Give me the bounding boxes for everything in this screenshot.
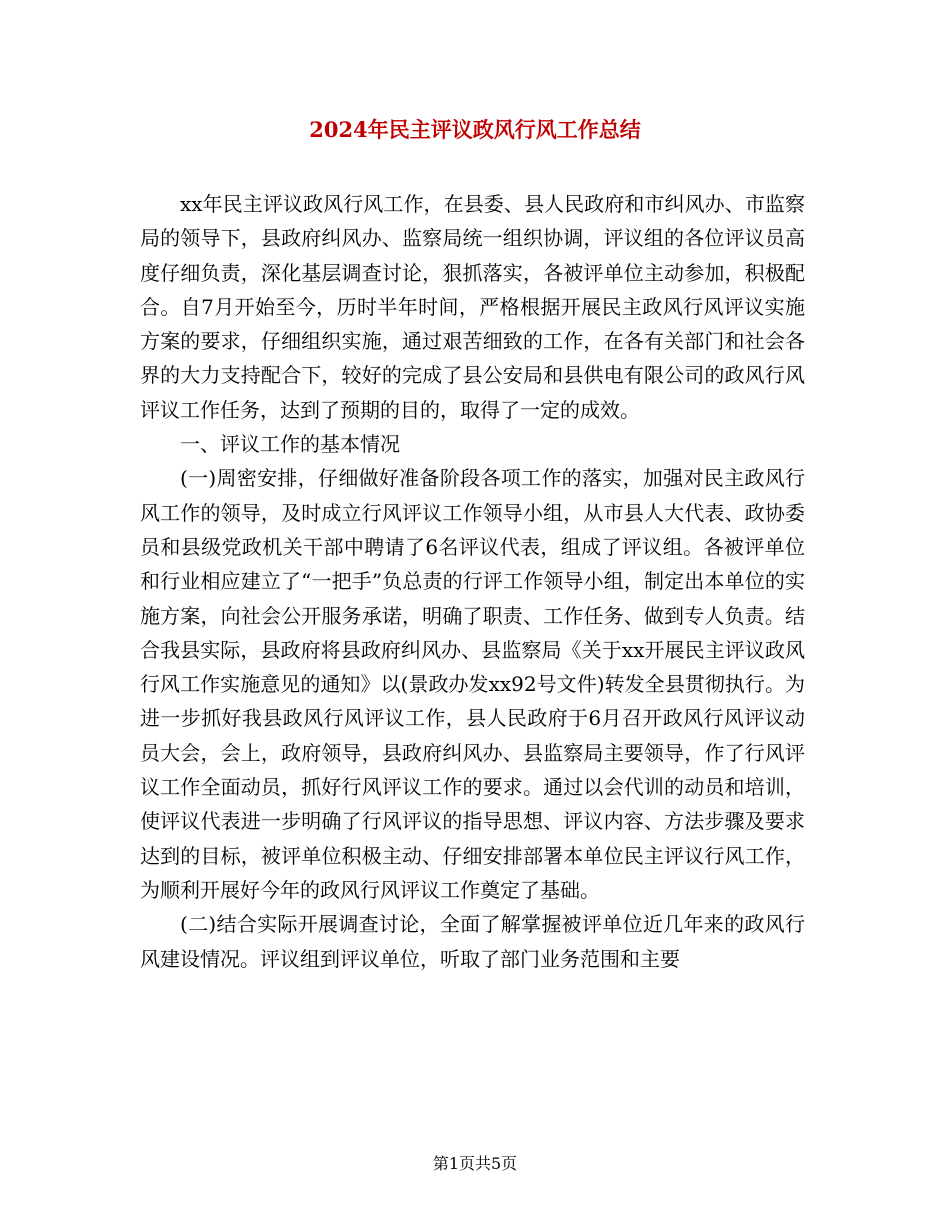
page-number: 第1页共5页 [432,1154,518,1173]
body-paragraph: (二)结合实际开展调查讨论，全面了解掌握被评单位近几年来的政风行风建设情况。评议组到评议单位，听取了部门业务范围和主要 [140,912,805,971]
document-title: 2024年民主评议政风行风工作总结 [309,117,641,142]
body-paragraph: (一)周密安排，仔细做好准备阶段各项工作的落实，加强对民主政风行风工作的领导，及时成立行风评议工作领导小组，从市县人大代表、政协委员和县级党政机关干部中聘请了6名评议代表，组成了评议组。各被评单位和行业相应建立了“一把手”负总责的行评工作领导小组，制定出本单位的实施方案，向社会公开服务承诺，明确了职责、工作任务、做到专人负责。结合我县实际，县政府将县政府纠风办、县监察局《关于xx开展民主评议政风行风工作实施意见的通知》以(景政办发xx92号文件)转发全县贯彻执行。为进一步抓好我县政风行风评议工作，县人民政府于6月召开政风行风评议动员大会，会上，政府领导，县政府纠风办、县监察局主要领导，作了行风评议工作全面动员，抓好行风评议工作的要求。通过以会代训的动员和培训，使评议代表进一步明确了行风评议的指导思想、评议内容、方法步骤及要求达到的目标，被评单位积极主动、仔细安排部署本单位民主评议行风工作，为顺利开展好今年的政风行风评议工作奠定了基础。 [140,466,805,902]
section-heading: 一、评议工作的基本情况 [180,432,400,457]
document-body [140,187,805,976]
intro-paragraph: xx年民主评议政风行风工作，在县委、县人民政府和市纠风办、市监察局的领导下，县政府纠风办、监察局统一组织协调，评议组的各位评议员高度仔细负责，深化基层调查讨论，狠抓落实，各被评单位主动参加，积极配合。自7月开始至今，历时半年时间，严格根据开展民主政风行风评议实施方案的要求，仔细组织实施，通过艰苦细致的工作，在各有关部门和社会各界的大力支持配合下，较好的完成了县公安局和县供电有限公司的政风行风评议工作任务，达到了预期的目的，取得了一定的成效。 [140,192,805,422]
